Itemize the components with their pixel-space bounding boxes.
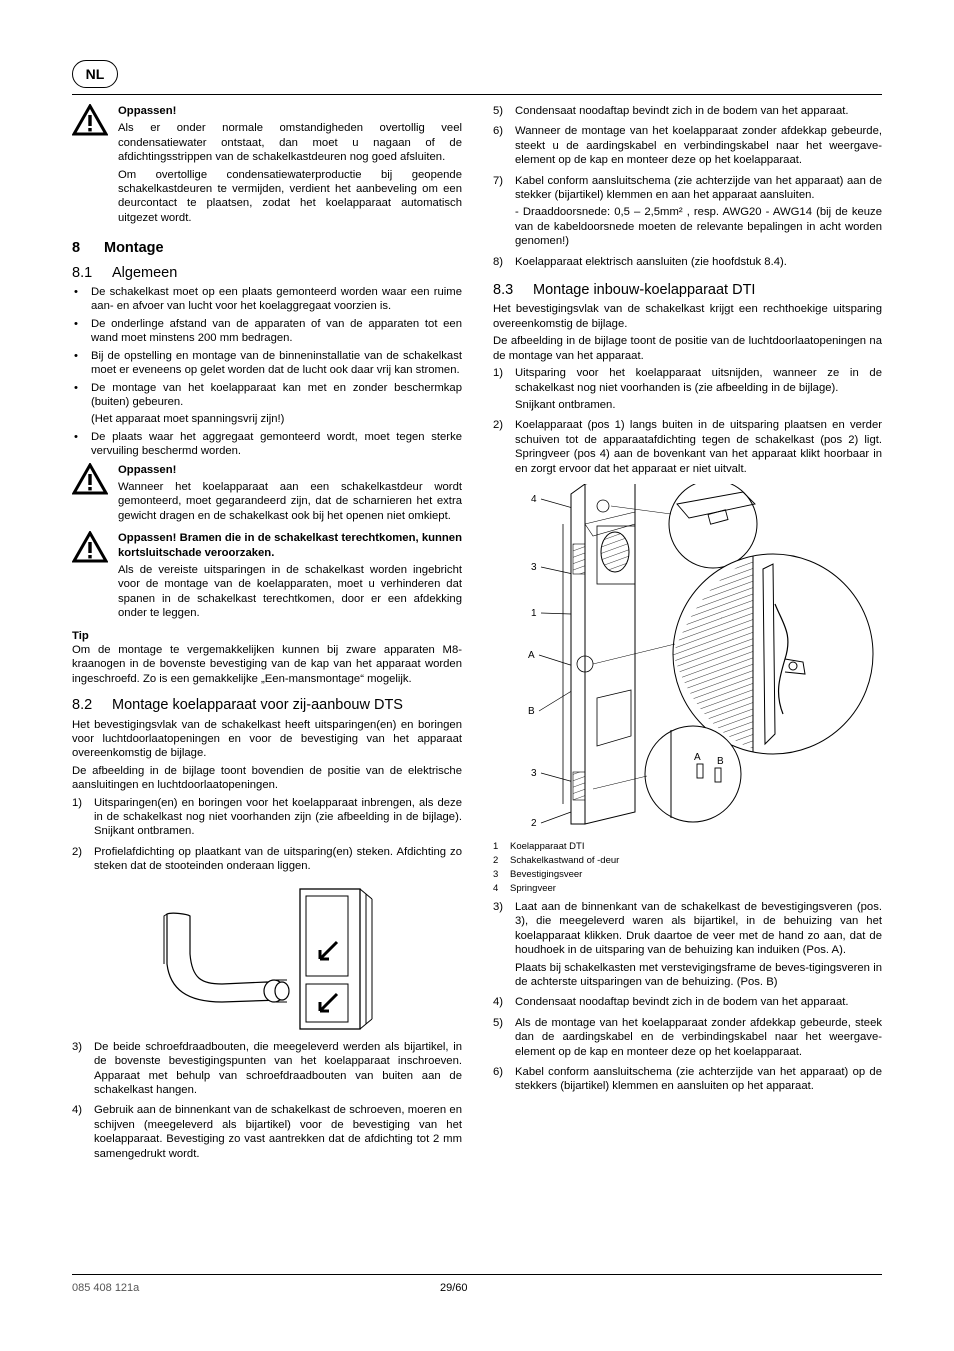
warning-text: Als de vereiste uitsparingen in de schakelkast worden ingebricht voor de montage van de koelapparaten, moet u verhinderen dat spanen in de schakelkast terechtkomen, door er een afdekking onder te leggen. bbox=[118, 563, 462, 620]
list-item: 1) Uitsparingen(en) en boringen voor het koelapparaat inbrengen, als deze in de schakelkast nog niet voorhanden zijn (zie afbeelding in de bijlage). Snijkant ontbramen. bbox=[72, 796, 462, 838]
subsection-heading bbox=[493, 283, 882, 297]
section-title: Montage bbox=[104, 240, 164, 257]
legend-item: 2 Schakelkastwand of -deur bbox=[493, 854, 620, 866]
figure-label: B bbox=[528, 705, 535, 717]
dti-mounting-figure bbox=[493, 484, 882, 834]
list-item: 5) Condensaat noodaftap bevindt zich in de bodem van het apparaat. bbox=[493, 105, 849, 117]
list-item: 2) Koelapparaat (pos 1) langs buiten in de uitsparing plaatsen en verder schuiven tot de apparaatafdichting tegen de schakelkast (pos 2) ligt. Springveer (pos 4) aan de bovenkant van het apparaat klikt hoorbaar in en zorgt ervoor dat het apparaat er niet uitvalt. bbox=[493, 419, 882, 475]
figure-label: A bbox=[528, 649, 535, 661]
list-item: • Bij de opstelling en montage van de binneninstallatie van de schakelkast moet er eveneens op gelet worden dat de lucht ook daar vrij kan stromen. bbox=[74, 349, 462, 377]
legend-item: 4 Springveer bbox=[493, 882, 556, 894]
list-item: 4) Gebruik aan de binnenkant van de schakelkast de schroeven, moeren en schijven (meegeleverd als bijartikel) voor de bevestiging van het koelapparaat. Bevestiging zo vast aantrekken dat de afdichting tot 2 mm samengedrukt wordt. bbox=[72, 1104, 462, 1160]
subsection-title: Montage koelapparaat voor zij-aanbouw DTS bbox=[112, 697, 403, 714]
list-item: • De montage van het koelapparaat kan met en zonder beschermkap (buiten) gebeuren. bbox=[74, 381, 462, 408]
figure-label: A bbox=[694, 751, 701, 763]
step-list bbox=[493, 104, 882, 269]
step-list bbox=[493, 366, 882, 476]
paragraph: De afbeelding in de bijlage toont bovendien de positie van de elektrische aansluitingen en luchtdoorlaatopeningen. bbox=[72, 764, 462, 792]
warning-triangle-icon bbox=[72, 463, 108, 495]
legend-item: 1 Koelapparaat DTI bbox=[493, 840, 585, 852]
header-divider bbox=[72, 94, 882, 95]
list-item: 7) Kabel conform aansluitschema (zie achterzijde van het apparaat) aan de stekker (bijartikel) klemmen en aan het apparaat aansluiten. - Draaddoorsnede: 0,5 – 2,5mm² , resp. AWG20 - AWG14 (bij de keuze van de kabeldoorsnede moeten de relevante bepalingen in acht worden genomen!) bbox=[493, 174, 882, 248]
list-item: 5) Als de montage van het koelapparaat zonder afdekkap gebeurde, steek dan de aardingskabel en de verbindingskabel naar het weergave-element op de kap en monteer deze op het koelapparaat. bbox=[493, 1016, 882, 1058]
list-item: • De onderlinge afstand van de apparaten of van de apparaten tot een wand moet minstens 200 mm bedragen. bbox=[74, 317, 462, 345]
warning-block bbox=[72, 531, 462, 620]
seal-profile-figure bbox=[72, 884, 462, 1032]
list-item: 3) Laat aan de binnenkant van de schakelkast de bevestigingsveren (pos. 3), die meegeleverd waren als bijartikel, in de behuizing van het koelapparaat klikken. Druk daartoe de veer met de hand zo aan, dat de houdhoek in de uitsparing van de behuizing kan induiken (Pos. A). Plaats bij schakelkasten met verstevigingsframe de beves-tigingsveren in de achterste uitsparingen van de behuizing. (Pos. B) bbox=[493, 900, 882, 988]
bullet-list bbox=[72, 285, 462, 409]
section-heading bbox=[72, 241, 462, 255]
left-column bbox=[72, 104, 462, 1167]
paragraph: Het bevestigingsvlak van de schakelkast krijgt een rechthoekige uitsparing overeenkomstig de bijlage. bbox=[493, 303, 882, 330]
subsection-title: Algemeen bbox=[112, 264, 178, 281]
dti-mounting-drawing bbox=[493, 484, 882, 834]
list-item: • De plaats waar het aggregaat gemonteerd wordt, moet tegen sterke vervuiling beschermd worden. bbox=[74, 430, 462, 458]
figure-label: 1 bbox=[531, 607, 537, 619]
note-text: (Het apparaat moet spanningsvrij zijn!) bbox=[91, 413, 285, 426]
list-item: 3) De beide schroefdraadbouten, die meegeleverd werden als bijartikel, in de bovenste bevestigingspunten van het koelapparaat inschroeven. Apparaat met behulp van schroefdraadbouten van buiten aan de schakelkast hangen. bbox=[72, 1040, 462, 1096]
section-number: 8 bbox=[72, 240, 81, 257]
step-list bbox=[72, 796, 462, 874]
figure-label: 3 bbox=[531, 561, 537, 573]
subsection-title: Montage inbouw-koelapparaat DTI bbox=[533, 282, 756, 299]
subsection-number: 8.1 bbox=[72, 264, 93, 281]
figure-label: 4 bbox=[531, 493, 537, 505]
step-list bbox=[493, 900, 882, 1094]
warning-title: Oppassen! Bramen die in de schakelkast terechtkomen, kunnen kortsluitschade veroorzaken. bbox=[118, 532, 462, 559]
legend-item: 3 Bevestigingsveer bbox=[493, 868, 583, 880]
warning-text: Als er onder normale omstandigheden overtollig veel condensatiewater ontstaat, dan moet u nagaan of de afdichtingsstrippen van de schakelkastdeuren nog goed afsluiten. bbox=[118, 122, 462, 164]
list-item: 8) Koelapparaat elektrisch aansluiten (zie hoofdstuk 8.4). bbox=[493, 255, 787, 268]
language-badge: NL bbox=[72, 60, 118, 88]
subsection-number: 8.2 bbox=[72, 697, 93, 714]
document-number: 085 408 121a bbox=[72, 1282, 140, 1294]
list-item: 4) Condensaat noodaftap bevindt zich in de bodem van het apparaat. bbox=[493, 996, 849, 1009]
figure-label: 2 bbox=[531, 817, 537, 829]
subsection-heading bbox=[72, 266, 462, 280]
list-item: 1) Uitsparing voor het koelapparaat uitsnijden, wanneer ze in de schakelkast nog niet voorhanden is (zie afbeelding in de bijlage). Snijkant ontbramen. bbox=[493, 367, 882, 411]
page-number: 29/60 bbox=[440, 1282, 468, 1294]
paragraph: Het bevestigingsvlak van de schakelkast heeft uitsparingen(en) en boringen voor luchtdoorlaatopeningen en voor de bevestiging van het apparaat overeenkomstig de bijlage. bbox=[72, 718, 462, 760]
list-item: 2) Profielafdichting op plaatkant van de uitsparing(en) steken. Afdichting zo steken dat de stooteinden onderaan liggen. bbox=[72, 845, 462, 873]
warning-block bbox=[72, 104, 462, 225]
list-item: 6) Wanneer de montage van het koelapparaat zonder afdekkap gebeurde, steekt u de aardingskabel en verbindingskabel naar het weergave-element op de kap en monteer deze op het koelapparaat. bbox=[493, 125, 882, 167]
subsection-heading bbox=[72, 698, 462, 712]
subsection-number: 8.3 bbox=[493, 282, 514, 299]
step-list bbox=[72, 1040, 462, 1161]
footer-divider bbox=[72, 1274, 882, 1275]
tip-text: Om de montage te vergemakkelijken kunnen bij zware apparaten M8-kraanogen in de bovenste bevestiging van de kap van het apparaat worden ingeschroefd. Zo is een gemakkelijke „Een-mansmontage“ mogelijk. bbox=[72, 644, 462, 685]
warning-block bbox=[72, 463, 462, 524]
warning-title: Oppassen! bbox=[118, 463, 177, 476]
figure-label: 3 bbox=[531, 767, 537, 779]
figure-label: B bbox=[717, 755, 724, 767]
warning-text: Om overtollige condensatiewaterproductie bij geopende schakelkastdeuren te vermijden, verdient het aanbeveling om een deurcontact te plaatsen, zodat het koelapparaat automatisch uitgezet wordt. bbox=[118, 168, 462, 224]
warning-text: Wanneer het koelapparaat aan een schakelkastdeur wordt gemonteerd, moet gegarandeerd zijn, dat de scharnieren het extra gewicht dragen en de schakelkast ook bij het openen niet omkiept. bbox=[118, 480, 462, 522]
right-column bbox=[493, 104, 882, 1100]
list-item: 6) Kabel conform aansluitschema (zie achterzijde van het apparaat) op de stekkers (bijartikel) klemmen en aansluiten op het apparaat. bbox=[493, 1066, 882, 1093]
seal-profile-drawing bbox=[72, 884, 462, 1032]
figure-legend bbox=[493, 840, 882, 896]
warning-triangle-icon bbox=[72, 531, 108, 563]
warning-triangle-icon bbox=[72, 104, 108, 136]
bullet-list bbox=[72, 430, 462, 459]
paragraph: De afbeelding in de bijlage toont de positie van de luchtdoorlaatopeningen na de montage van het apparaat. bbox=[493, 335, 882, 362]
list-item: • De schakelkast moet op een plaats gemonteerd worden waar een ruime aan- en afvoer van lucht voor het koelaggregaat voorzien is. bbox=[74, 286, 462, 313]
tip-title: Tip bbox=[72, 629, 89, 642]
warning-title: Oppassen! bbox=[118, 105, 177, 117]
